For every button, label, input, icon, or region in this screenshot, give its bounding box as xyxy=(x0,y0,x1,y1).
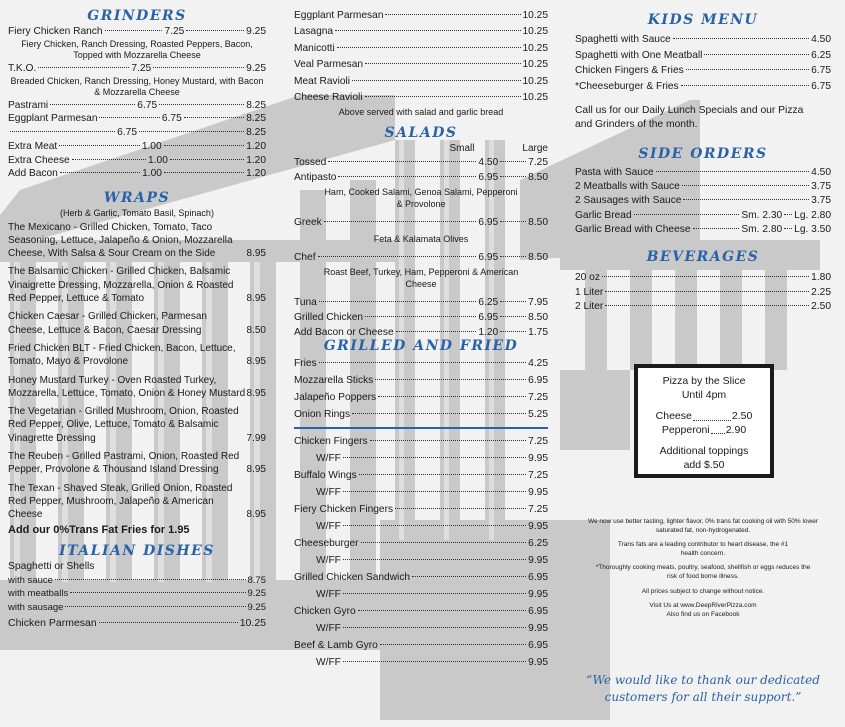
column-middle xyxy=(294,0,548,671)
grilled-row: Jalapeño Poppers 7.25 xyxy=(294,392,548,404)
grinder-row: Eggplant Parmesan 6.75 8.25 xyxy=(8,113,267,125)
salad-row: Grilled Chicken 6.95 8.50 xyxy=(294,312,548,324)
kids-row: Spaghetti with One Meatball 6.25 xyxy=(575,49,831,61)
italian-row: Manicotti 10.25 xyxy=(294,42,548,54)
grinder-row: 6.75 8.25 xyxy=(8,126,266,140)
grilled-wff-row: W/FF 9.95 xyxy=(316,521,548,533)
salad-size-header: Small Large xyxy=(449,143,548,155)
salad-row: Add Bacon or Cheese 1.20 1.75 xyxy=(294,327,548,339)
grinder-row: Add Bacon 1.00 1.20 xyxy=(8,168,266,180)
pizza-slice-box: Pizza by the Slice Until 4pm Cheese 2.50 Pepperoni 2.90 Additional toppings add $.50 xyxy=(634,364,774,478)
beverage-row: 20 oz 1.80 xyxy=(575,272,831,284)
salad-row: Tuna 6.25 7.95 xyxy=(294,297,548,309)
wrap-item: The Vegetarian - Grilled Mushroom, Onion, Roasted Red Pepper, Olive, Lettuce, Tomato & Balsamic Vinagrette Dressing 7.99 xyxy=(8,406,266,444)
grilled-wff-row: W/FF 9.95 xyxy=(316,657,548,669)
italian-heading: ITALIAN DISHES xyxy=(59,542,215,559)
kids-row: *Cheeseburger & Fries 6.75 xyxy=(575,80,831,92)
grilled-heading: GRILLED AND FRIED xyxy=(323,338,519,355)
italian-row: Lasagna 10.25 xyxy=(294,26,548,38)
grilled-row: Buffalo Wings 7.25 xyxy=(294,470,548,482)
grinder-description: Breaded Chicken, Ranch Dressing, Honey Mustard, with Bacon & Mozzarella Cheese xyxy=(10,75,264,98)
sides-heading: SIDE ORDERS xyxy=(638,146,768,162)
fries-note: Add our 0%Trans Fat Fries for 1.95 xyxy=(8,523,190,536)
wrap-item: The Mexicano - Grilled Chicken, Tomato, Taco Seasoning, Lettuce, Jalapeño & Onion, Mozzarella Cheese, With Salsa & Sour Cream on the Side 8.95 xyxy=(8,221,266,260)
italian-row: with meatballs 9.25 xyxy=(8,588,266,600)
side-row: Pasta with Sauce 4.50 xyxy=(575,167,831,178)
wrap-item: The Reuben - Grilled Pastrami, Onion, Roasted Red Pepper, Provolone & Thousand Island Dressing 8.95 xyxy=(8,451,266,476)
wrap-item: Chicken Caesar - Grilled Chicken, Parmesan Cheese, Lettuce & Bacon, Caesar Dressing 8.50 xyxy=(8,311,266,336)
italian-row: Eggplant Parmesan 10.25 xyxy=(294,10,548,21)
grinder-row: Pastrami 6.75 8.25 xyxy=(8,99,267,111)
salad-row: Antipasto 6.95 8.50 xyxy=(294,172,548,184)
grilled-wff-row: W/FF 9.95 xyxy=(316,487,548,499)
salad-description: Ham, Cooked Salami, Genoa Salami, Pepperoni & Provolone xyxy=(324,187,518,210)
section-divider xyxy=(294,427,548,429)
grinders-heading: GRINDERS xyxy=(87,8,187,24)
wraps-heading: WRAPS xyxy=(103,190,171,206)
grinder-row: Extra Meat 1.00 1.20 xyxy=(8,140,267,152)
grilled-wff-row: W/FF 9.95 xyxy=(316,555,548,567)
grinder-row: Fiery Chicken Ranch 7.25 9.25 xyxy=(8,26,266,37)
grilled-row: Onion Rings 5.25 xyxy=(294,409,548,421)
grilled-row: Chicken Fingers 7.25 xyxy=(294,436,548,448)
italian-intro: Spaghetti or Shells xyxy=(8,560,95,572)
italian-row: Veal Parmesan 10.25 xyxy=(294,59,548,71)
wrap-item: Fried Chicken BLT - Fried Chicken, Bacon, Lettuce, Tomato, Mayo & Provolone 8.95 xyxy=(8,342,266,368)
italian-row: Cheese Ravioli 10.25 xyxy=(294,92,548,104)
beverage-row: 1 Liter 2.25 xyxy=(575,286,831,298)
grinder-row: Extra Cheese 1.00 1.20 xyxy=(8,154,267,166)
italian-row: with sausage 9.25 xyxy=(8,601,266,613)
grinder-description: Fiery Chicken, Ranch Dressing, Roasted Peppers, Bacon, Topped with Mozzarella Cheese xyxy=(21,38,253,61)
kids-heading: KIDS MENU xyxy=(647,12,759,28)
grilled-row: Beef & Lamb Gyro 6.95 xyxy=(294,640,548,652)
grilled-wff-row: W/FF 9.95 xyxy=(316,623,548,635)
side-row: 2 Sausages with Sauce 3.75 xyxy=(575,195,831,207)
grilled-row: Fries 4.25 xyxy=(294,358,548,370)
wrap-item: Honey Mustard Turkey - Oven Roasted Turkey, Mozzarella, Lettuce, Tomato, Onion & Honey Mustard 8.95 xyxy=(8,374,266,399)
side-row: Garlic Bread Sm. 2.30 Lg. 2.80 xyxy=(575,209,831,221)
thank-you-quote: “We would like to thank our dedicated customers for all their support.” xyxy=(586,673,820,704)
wrap-item: The Texan - Shaved Steak, Grilled Onion, Roasted Red Pepper, Mushroom, Jalapeño & American Cheese 8.95 xyxy=(8,482,266,521)
salad-description: Roast Beef, Turkey, Ham, Pepperoni & American Cheese xyxy=(323,267,519,289)
grilled-wff-row: W/FF 9.95 xyxy=(316,589,548,601)
side-row: Garlic Bread with Cheese Sm. 2.80 Lg. 3.50 xyxy=(575,223,831,235)
wrap-item: The Balsamic Chicken - Grilled Chicken, Balsamic Vinaigrette Dressing, Mozzarella, Onion & Roasted Red Pepper, Lettuce & Tomato 8.95 xyxy=(8,266,266,305)
italian-row: with sauce 8.75 xyxy=(8,574,266,586)
grilled-row: Cheeseburger 6.25 xyxy=(294,538,548,550)
salad-row: Greek 6.95 8.50 xyxy=(294,216,548,228)
specials-text: Call us for our Daily Lunch Specials and our Pizza and Grinders of the month. xyxy=(575,105,804,130)
column-left xyxy=(8,0,266,631)
salad-row: Chef 6.95 8.50 xyxy=(294,252,548,264)
kids-row: Chicken Fingers & Fries 6.75 xyxy=(575,65,831,76)
italian-row: Chicken Parmesan 10.25 xyxy=(8,616,266,629)
wraps-subtitle: (Herb & Garlic, Tomato Basil, Spinach) xyxy=(60,208,214,218)
grilled-row: Mozzarella Sticks 6.95 xyxy=(294,375,548,387)
slice-cheese-row: Cheese 2.50 xyxy=(638,410,770,424)
grilled-wff-row: W/FF 9.95 xyxy=(316,453,548,465)
italian-row: Meat Ravioli 10.25 xyxy=(294,75,548,87)
beverages-heading: BEVERAGES xyxy=(646,249,760,266)
grilled-row: Grilled Chicken Sandwich 6.95 xyxy=(294,572,548,584)
fine-print: We now use better tasting, lighter flavor, 0% trans fat cooking oil with 50% lower saturated fat, non-hydrogenated. Trans fats are a leading contributor to heart disease, the #1 health concern. *Thoroughly cooking meats, poultry, seafood, shellfish or eggs reduces the risk of food borne illness. All prices subject to change without notice. Visit Us at www.DeepRiverPizza.com Also find us on Facebook xyxy=(587,518,819,618)
salad-description: Feta & Kalamata Olives xyxy=(373,233,469,244)
salad-row: Tossed 4.50 7.25 xyxy=(294,157,548,169)
salads-heading: SALADS xyxy=(384,125,458,142)
grilled-row: Chicken Gyro 6.95 xyxy=(294,606,548,618)
grilled-row: Fiery Chicken Fingers 7.25 xyxy=(294,504,548,516)
kids-row: Spaghetti with Sauce 4.50 xyxy=(575,34,831,45)
side-row: 2 Meatballs with Sauce 3.75 xyxy=(575,181,831,193)
italian-note: Above served with salad and garlic bread xyxy=(338,107,504,118)
beverage-row: 2 Liter 2.50 xyxy=(575,301,831,313)
slice-pepperoni-row: Pepperoni 2.90 xyxy=(638,424,770,438)
grinder-row: T.K.O. 7.25 9.25 xyxy=(8,62,266,74)
